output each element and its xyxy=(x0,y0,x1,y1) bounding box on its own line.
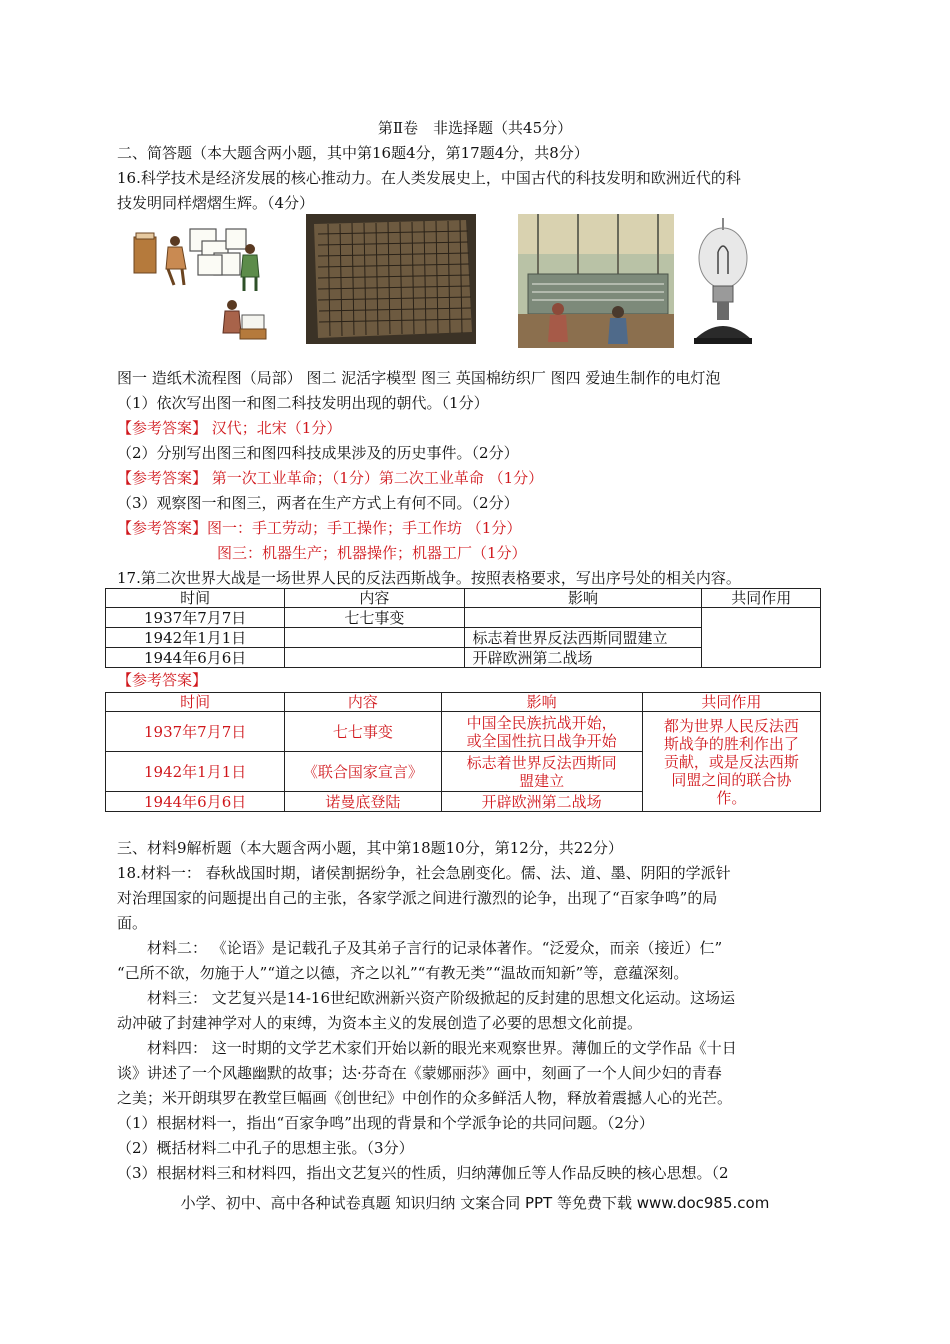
answer-header-time: 时间 xyxy=(106,693,285,712)
answer-row2-content: 《联合国家宣言》 xyxy=(285,752,441,792)
common-role-line4: 同盟之间的联合协 xyxy=(671,770,792,789)
q17-stem: 17.第二次世界大战是一场世界人民的反法西斯战争。按照表格要求，写出序号处的相关内容。 xyxy=(117,569,741,587)
q17-answer-label: 【参考答案】 xyxy=(117,671,208,689)
section2-subheading: 二、简答题（本大题含两小题，其中第16题4分，第17题4分，共8分） xyxy=(117,144,589,162)
q18-subquestion-1: （1）根据材料一，指出“百家争鸣”出现的背景和个学派争论的共同问题。（2分） xyxy=(117,1114,654,1132)
row2-effect: 标志着世界反法西斯同盟建立 xyxy=(464,628,702,648)
q16-stem-line1: 16.科学技术是经济发展的核心推动力。在人类发展史上，中国古代的科技发明和欧洲近代的科 xyxy=(117,169,741,187)
common-role-line2: 斯战争的胜利作出了 xyxy=(663,734,799,753)
q16-subquestion-2: （2）分别写出图三和图四科技成果涉及的历史事件。（2分） xyxy=(117,444,519,462)
row1-content: 七七事变 xyxy=(285,608,464,628)
row3-content xyxy=(285,648,464,668)
q18-material4-line3: 之美；米开朗琪罗在教堂巨幅画《创世纪》中创作的众多鲜活人物，释放着震撼人心的光芒。 xyxy=(117,1089,733,1107)
common-role-blank xyxy=(702,608,821,668)
section3-heading: 三、材料9解析题（本大题含两小题，其中第18题10分，第12分，共22分） xyxy=(117,839,623,857)
answer-row1-effect xyxy=(441,712,642,752)
cotton-mill-painting xyxy=(518,214,674,348)
row1-time: 1937年7月7日 xyxy=(106,608,285,628)
q16-subquestion-3: （3）观察图一和图三，两者在生产方式上有何不同。（2分） xyxy=(117,494,519,512)
q18-subquestion-2: （2）概括材料二中孔子的思想主张。（3分） xyxy=(117,1139,414,1157)
q18-material2-line2: “己所不欲，勿施于人”“道之以德，齐之以礼”“有教无类”“温故而知新”等，意蕴深刻。 xyxy=(117,964,689,982)
header-common-role: 共同作用 xyxy=(702,589,821,608)
answer-row1-effect-line2: 或全国性抗日战争开始 xyxy=(466,731,617,750)
header-time: 时间 xyxy=(106,589,285,608)
papermaking-illustration xyxy=(130,215,270,345)
row1-effect xyxy=(464,608,702,628)
answer-row3-effect: 开辟欧洲第二战场 xyxy=(441,792,642,812)
q17-question-table xyxy=(105,588,821,668)
common-role-line1: 都为世界人民反法西 xyxy=(663,716,799,735)
q16-answer-3a: 【参考答案】图一：手工劳动；手工操作；手工作坊 （1分） xyxy=(117,519,522,537)
q18-material2-line1: 材料二： 《论语》是记载孔子及其弟子言行的记录体著作。“泛爱众，而亲（接近）仁” xyxy=(147,939,723,957)
answer-row2-effect-line2: 盟建立 xyxy=(519,771,565,790)
answer-row2-time: 1942年1月1日 xyxy=(106,752,285,792)
q16-subquestion-1: （1）依次写出图一和图二科技发明出现的朝代。（1分） xyxy=(117,394,489,412)
answer-header-content: 内容 xyxy=(285,693,441,712)
common-role-line5: 作。 xyxy=(716,788,747,807)
q18-material4-line1: 材料四： 这一时期的文学艺术家们开始以新的眼光来观察世界。薄伽丘的文学作品《十日 xyxy=(147,1039,737,1057)
q18-material3-line1: 材料三： 文艺复兴是14-16世纪欧洲新兴资产阶级掀起的反封建的思想文化运动。这场运 xyxy=(147,989,736,1007)
q18-material1-line3: 面。 xyxy=(117,914,148,932)
q18-subquestion-3: （3）根据材料三和材料四，指出文艺复兴的性质，归纳薄伽丘等人作品反映的核心思想。（2 xyxy=(117,1164,729,1182)
q16-answer-1: 【参考答案】 汉代；北宋（1分） xyxy=(117,419,342,437)
answer-row2-effect xyxy=(441,752,642,792)
answer-row1-time: 1937年7月7日 xyxy=(106,712,285,752)
row3-effect: 开辟欧洲第二战场 xyxy=(464,648,702,668)
q16-answer-3b: 图三：机器生产；机器操作；机器工厂（1分） xyxy=(217,544,527,562)
row3-time: 1944年6月6日 xyxy=(106,648,285,668)
clay-movable-type-photo xyxy=(306,214,476,344)
q16-stem-line2: 技发明同样熠熠生辉。（4分） xyxy=(117,194,315,212)
q18-material3-line2: 动冲破了封建神学对人的束缚，为资本主义的发展创造了必要的思想文化前提。 xyxy=(117,1014,643,1032)
q18-material1-line2: 对治理国家的问题提出自己的主张，各家学派之间进行激烈的论争，出现了“百家争鸣”的局 xyxy=(117,889,718,907)
answer-row2-effect-line1: 标志着世界反法西斯同 xyxy=(466,753,617,772)
answer-header-effect: 影响 xyxy=(441,693,642,712)
q16-figure-captions: 图一 造纸术流程图（局部） 图二 泥活字模型 图三 英国棉纺织厂 图四 爱迪生制作的电灯泡 xyxy=(117,369,721,387)
answer-row3-content: 诺曼底登陆 xyxy=(285,792,441,812)
header-effect: 影响 xyxy=(464,589,702,608)
q17-answer-table xyxy=(105,692,821,812)
row2-time: 1942年1月1日 xyxy=(106,628,285,648)
footer-download-note: 小学、初中、高中各种试卷真题 知识归纳 文案合同 PPT 等免费下载 www.doc985.com xyxy=(180,1194,770,1212)
answer-header-common-role: 共同作用 xyxy=(642,693,820,712)
answer-row3-time: 1944年6月6日 xyxy=(106,792,285,812)
answer-common-role xyxy=(642,712,820,812)
answer-row1-content: 七七事变 xyxy=(285,712,441,752)
common-role-line3: 贡献，或是反法西斯 xyxy=(663,752,799,771)
section2-heading: 第Ⅱ卷 非选择题（共45分） xyxy=(377,119,573,137)
edison-lightbulb-photo xyxy=(688,212,758,350)
q18-material4-line2: 谈》讲述了一个风趣幽默的故事；达·芬奇在《蒙娜丽莎》画中，刻画了一个人间少妇的青春 xyxy=(117,1064,722,1082)
q18-material1-line1: 18.材料一： 春秋战国时期，诸侯割据纷争，社会急剧变化。儒、法、道、墨、阴阳的学派针 xyxy=(117,864,731,882)
row2-content xyxy=(285,628,464,648)
q16-answer-2: 【参考答案】 第一次工业革命；（1分）第二次工业革命 （1分） xyxy=(117,469,544,487)
answer-row1-effect-line1: 中国全民族抗战开始， xyxy=(466,713,617,732)
header-content: 内容 xyxy=(285,589,464,608)
